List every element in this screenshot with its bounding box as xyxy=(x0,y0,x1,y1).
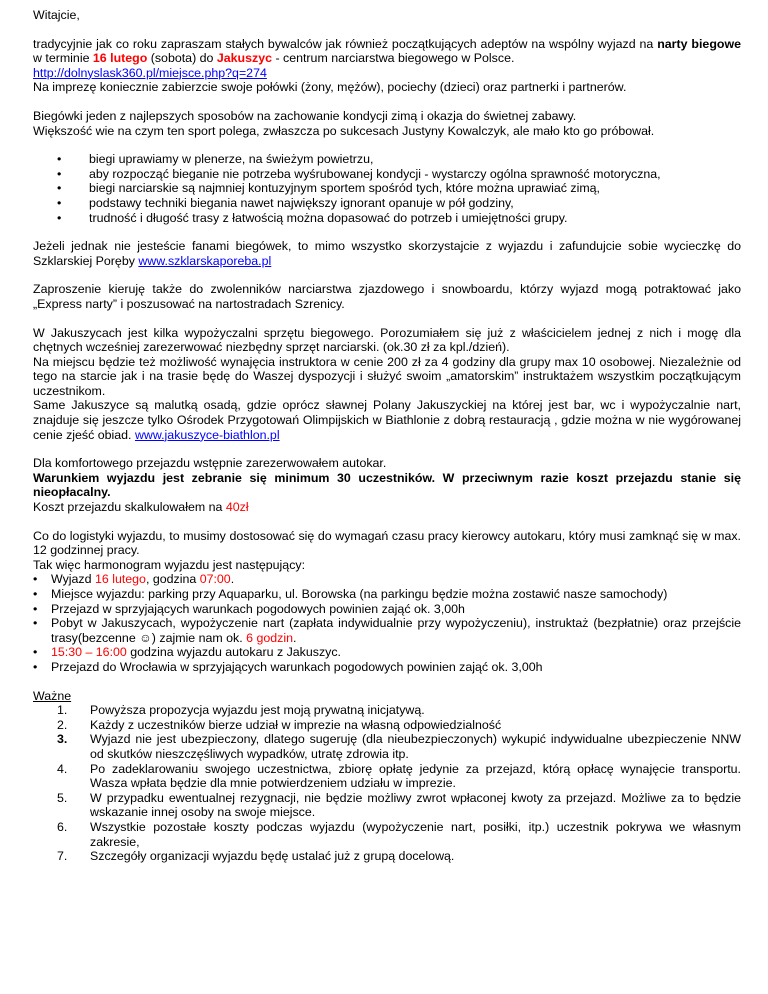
paragraph-logistyka xyxy=(33,529,741,573)
item-text: Każdy z uczestników bierze udział w imprezie na własną odpowiedzialność xyxy=(90,717,502,732)
cost-value: 40zł xyxy=(225,500,249,515)
intro-text: w terminie xyxy=(33,51,93,66)
schedule-item: • Miejsce wyjazdu: parking przy Aquaparku, ul. Borowska (na parkingu będzie można zostawić nasze samochody) xyxy=(33,587,741,602)
jakuszyce-biathlon-link[interactable]: www.jakuszyce-biathlon.pl xyxy=(134,427,280,442)
schedule-item xyxy=(33,645,741,660)
important-item xyxy=(33,762,741,791)
condition-text: Warunkiem wyjazdu jest zebranie się minimum 30 uczestników. W przeciwnym razie koszt przejazdu stanie się nieopłacalny. xyxy=(33,470,741,500)
intro-text: tradycyjnie jak co roku zapraszam stałych bywalców jak również początkujących adeptów na wspólny wyjazd na xyxy=(33,36,658,51)
item-text: Wyjazd nie jest ubezpieczony, dlatego sugeruję (dla nieubezpieczonych) wykupić indywidualne ubezpieczenie NNW od skutków nieszczęśliwych wypadków, utratę zdrowia itp. xyxy=(90,732,741,761)
important-item xyxy=(33,718,741,733)
important-item xyxy=(33,849,741,864)
paragraph-wypozyczalnie xyxy=(33,326,741,443)
document-page xyxy=(33,8,741,864)
list-item: • aby rozpocząć bieganie nie potrzeba wyśrubowanej kondycji - wystarczy ogólna sprawność motoryczna, xyxy=(33,167,741,182)
trip-date: 16 lutego xyxy=(92,51,148,66)
list-item: • podstawy techniki biegania nawet największy ignorant opanuje w pół godziny, xyxy=(33,196,741,211)
greeting: Witajcie, xyxy=(33,8,80,22)
paragraph-text: Co do logistyki wyjazdu, to musimy dostosować się do wymagań czasu pracy kierowcy autokaru, który musi zamknąć się w max. 12 godzinnej pracy. xyxy=(33,528,741,558)
schedule-item: • Przejazd do Wrocławia w sprzyjających warunkach pogodowych powinien zająć ok. 3,00h xyxy=(33,660,741,675)
item-number: 4. xyxy=(57,761,68,776)
paragraph-text: Same Jakuszyce są malutką osadą, gdzie oprócz sławnej Polany Jakuszyckiej na której jest bar, wc i wypożyczalnie nart, znajduje się jeszcze tylko Ośrodek Przygotowań Olimpijskich w Biathlonie z dobrą restauracją , gdzie można w nie wygórowanej cenie zjeść obiad. xyxy=(33,398,741,442)
cost-label: Koszt przejazdu skalkulowałem na xyxy=(33,500,226,515)
paragraph-text: W Jakuszycach jest kilka wypożyczalni sprzętu biegowego. Porozumiałem się już z właścicielem jednej z nich i mogę dla chętnych wcześniej zarezerwować niezbędny sprzęt narciarski. (ok.30 zł za kpl./dzień). xyxy=(33,325,741,355)
paragraph-text: Tak więc harmonogram wyjazdu jest następujący: xyxy=(33,557,306,572)
important-heading: Ważne xyxy=(33,688,72,703)
important-item xyxy=(33,791,741,820)
paragraph-szklarska xyxy=(33,239,741,268)
schedule-text: , godzina xyxy=(145,572,200,587)
benefits-list xyxy=(33,152,741,225)
list-item: • biegi narciarskie są najmniej kontuzyjnym sportem spośród tych, które można uprawiać zimą, xyxy=(33,181,741,196)
paragraph-text: Jeżeli jednak nie jesteście fanami biegówek, to mimo wszystko skorzystajcie z wyjazdu i zafundujcie sobie wycieczkę do Szklarskiej Poręby xyxy=(33,239,741,268)
schedule-item: • Przejazd w sprzyjających warunkach pogodowych powinien zająć ok. 3,00h xyxy=(33,602,741,617)
item-text: Szczegóły organizacji wyjazdu będę ustalać już z grupą docelową. xyxy=(90,849,455,864)
intro-text: Na imprezę koniecznie zabierzcie swoje połówki (żony, mężów), pociechy (dzieci) oraz partnerki i partnerów. xyxy=(33,80,627,95)
schedule-text: godzina wyjazdu autokaru z Jakuszyc. xyxy=(126,645,341,660)
important-item xyxy=(33,703,741,718)
item-number: 7. xyxy=(57,849,68,864)
paragraph-autokar xyxy=(33,456,741,514)
intro-text: - centrum narciarstwa biegowego w Polsce. xyxy=(272,51,515,66)
item-text: Po zadeklarowaniu swojego uczestnictwa, zbiorę opłatę jedynie za przejazd, którą opłacę wynajęcie transportu. Wasza wpłata będzie dla mnie potwierdzeniem udziału w imprezie. xyxy=(90,761,741,791)
intro-paragraph xyxy=(33,37,741,95)
item-number: 3. xyxy=(57,732,68,747)
list-item: • trudność i długość trasy z łatwością można dopasować do potrzeb i umiejętności grupy. xyxy=(33,211,741,226)
paragraph-text: Na miejscu będzie też możliwość wynajęcia instruktora w cenie 200 zł za 4 godziny dla grupy max 10 osobowej. Niezależnie od tego na starcie jak i na trasie będę do Waszej dyspozycji i służyć swoim „amatorskim” instruktażem wszystkim początkującym uczestnikom. xyxy=(33,354,741,398)
item-text: Powyższa propozycja wyjazdu jest moją prywatną inicjatywą. xyxy=(90,703,425,718)
schedule-text: . xyxy=(293,630,297,645)
paragraph-zjazdowe: Zaproszenie kieruję także do zwolenników narciarstwa zjazdowego i snowboardu, którzy wyjazd mogą potraktować jako „Express narty” i poszusować na nartostradach Szrenicy. xyxy=(33,282,741,311)
paragraph-text: Dla komfortowego przejazdu wstępnie zarezerwowałem autokar. xyxy=(33,456,387,471)
schedule-text: Wyjazd xyxy=(51,572,95,587)
schedule-date: 16 lutego xyxy=(94,572,146,587)
item-number: 1. xyxy=(57,703,68,718)
schedule-time: 15:30 – 16:00 xyxy=(51,645,127,660)
item-text: W przypadku ewentualnej rezygnacji, nie będzie możliwy zwrot wpłaconej kwoty za przejazd. Możliwe za to będzie wskazanie innej osoby na swoje miejsce. xyxy=(90,790,741,820)
schedule-item xyxy=(33,616,741,645)
intro-text: (sobota) do xyxy=(147,51,217,66)
schedule-text: Pobyt w Jakuszycach, wypożyczenie nart (zapłata indywidualnie przy wypożyczeniu), instruktaż (bezpłatnie) oraz przejście trasy(bezcenne ☺) zajmie nam ok. xyxy=(51,616,741,645)
important-item xyxy=(33,732,741,761)
paragraph-biegowki xyxy=(33,109,741,138)
schedule-text: . xyxy=(230,572,235,587)
paragraph-line: Większość wie na czym ten sport polega, zwłaszcza po sukcesach Justyny Kowalczyk, ale mało kto go próbował. xyxy=(33,123,655,138)
trip-place: Jakuszyc xyxy=(216,51,272,66)
list-item: • biegi uprawiamy w plenerze, na świeżym powietrzu, xyxy=(33,152,741,167)
important-list xyxy=(33,703,741,864)
schedule-time: 07:00 xyxy=(199,572,231,587)
item-text: Wszystkie pozostałe koszty podczas wyjazdu (wypożyczenie nart, posiłki, itp.) uczestnik pokrywa we własnym zakresie, xyxy=(90,819,741,849)
item-number: 6. xyxy=(57,819,68,834)
szklarskaporeba-link[interactable]: www.szklarskaporeba.pl xyxy=(138,253,272,268)
paragraph-line: Biegówki jeden z najlepszych sposobów na zachowanie kondycji zimą i okazja do świetnej zabawy. xyxy=(33,108,577,123)
important-item xyxy=(33,820,741,849)
intro-bold: narty biegowe xyxy=(657,36,741,51)
item-number: 5. xyxy=(57,790,68,805)
item-number: 2. xyxy=(57,717,68,732)
schedule-duration: 6 godzin xyxy=(246,630,293,645)
schedule-list xyxy=(33,572,741,674)
schedule-item xyxy=(33,572,741,587)
dolnyslask-link[interactable]: http://dolnyslask360.pl/miejsce.php?q=274 xyxy=(33,65,267,80)
